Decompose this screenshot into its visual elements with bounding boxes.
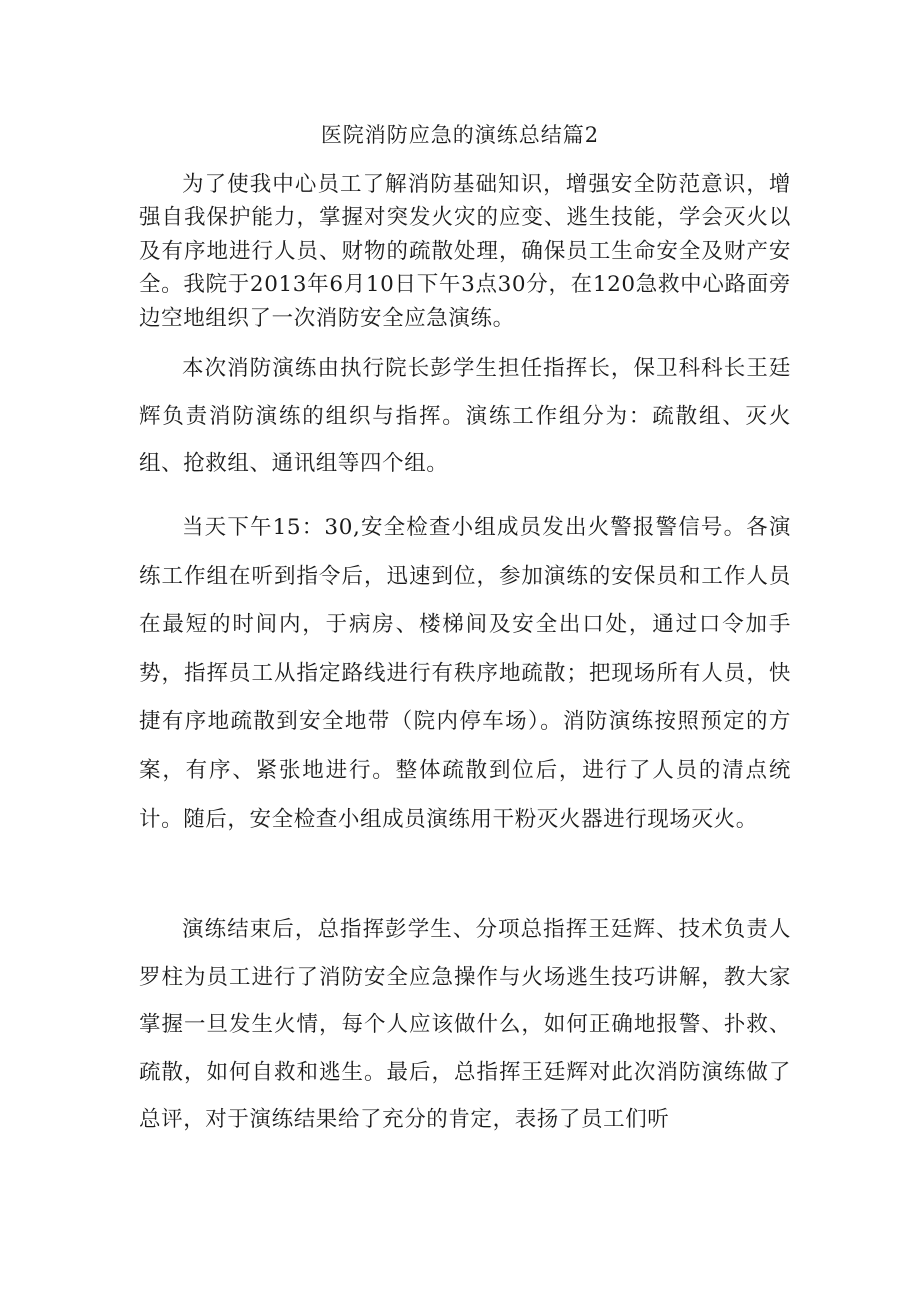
document-title: 医院消防应急的演练总结篇2 (320, 123, 600, 147)
paragraph-intro: 为了使我中心员工了解消防基础知识，增强安全防范意识，增强自我保护能力，掌握对突发火灾的应变、逃生技能，学会灭火以及有序地进行人员、财物的疏散处理，确保员工生命安全及财产安全。我院于2013年6月10日下午3点30分，在120急救中心路面旁边空地组织了一次消防安全应急演练。 (139, 172, 791, 331)
paragraph-drill-process: 当天下午15：30,安全检查小组成员发出火警报警信号。各演练工作组在听到指令后，迅速到位，参加演练的安保员和工作人员在最短的时间内，于病房、楼梯间及安全出口处，通过口令加手势，指挥员工从指定路线进行有秩序地疏散；把现场所有人员，快捷有序地疏散到安全地带（院内停车场）。消防演练按照预定的方案，有序、紧张地进行。整体疏散到位后，进行了人员的清点统计。随后，安全检查小组成员演练用干粉灭火器进行现场灭火。 (139, 515, 791, 832)
paragraph-summary: 演练结束后，总指挥彭学生、分项总指挥王廷辉、技术负责人罗柱为员工进行了消防安全应急操作与火场逃生技巧讲解，教大家掌握一旦发生火情，每个人应该做什么，如何正确地报警、扑救、疏散，如何自救和逃生。最后，总指挥王廷辉对此次消防演练做了总评，对于演练结果给了充分的肯定，表扬了员工们听 (139, 917, 791, 1132)
paragraph-organization: 本次消防演练由执行院长彭学生担任指挥长，保卫科科长王廷辉负责消防演练的组织与指挥。演练工作组分为：疏散组、灭火组、抢救组、通讯组等四个组。 (139, 356, 791, 476)
